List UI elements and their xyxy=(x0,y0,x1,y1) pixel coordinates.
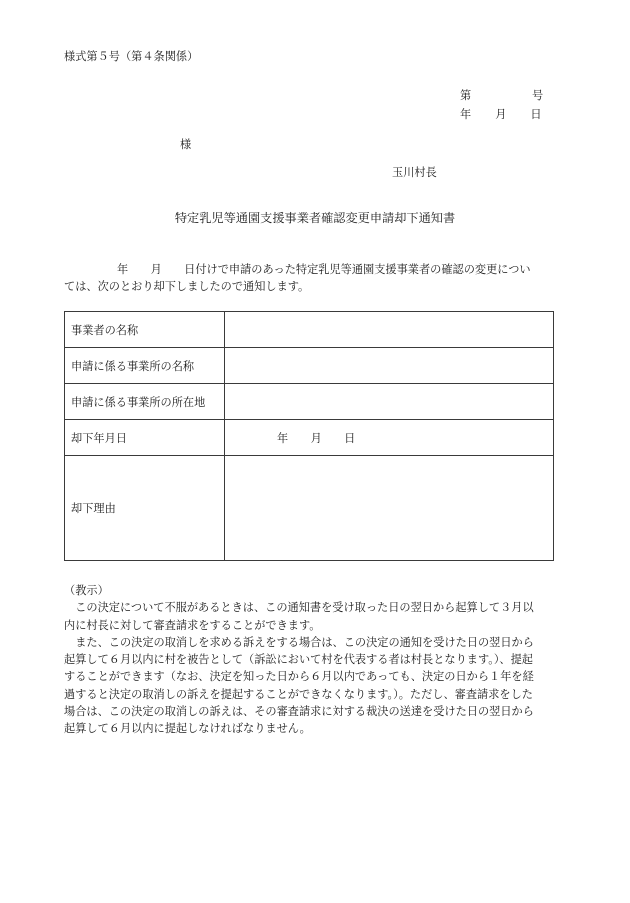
rejection-date-value: 年 月 日 xyxy=(225,420,554,456)
issue-date-year: 年 xyxy=(460,108,472,121)
addressee-suffix: 様 xyxy=(180,138,192,151)
facility-name-label: 申請に係る事業所の名称 xyxy=(65,348,225,384)
document-title: 特定乳児等通園支援事業者確認変更申請却下通知書 xyxy=(174,211,456,225)
issue-date-day: 日 xyxy=(530,108,542,121)
notice-line: 起算して６月以内に提起しなければなりません。 xyxy=(64,722,311,736)
business-name-label: 事業者の名称 xyxy=(65,312,225,348)
notice-line: 内に村長に対して審査請求をすることができます。 xyxy=(64,618,321,632)
rejection-reason-label: 却下理由 xyxy=(65,456,225,561)
detail-table xyxy=(64,311,554,561)
facility-address-label: 申請に係る事業所の所在地 xyxy=(65,384,225,420)
issue-date xyxy=(460,106,542,122)
table-row-rejection-date xyxy=(65,420,554,456)
intro-line-2: ては、次のとおり却下しましたので通知します。 xyxy=(64,280,310,293)
facility-name-value xyxy=(225,348,554,384)
notice-heading: （教示） xyxy=(64,584,109,597)
table-row-facility-address xyxy=(65,384,554,420)
form-number: 様式第５号（第４条関係） xyxy=(64,50,199,63)
notice-line: 起算して６月以内に村を被告として（訴訟において村を代表する者は村長となります。）、提起 xyxy=(64,653,533,667)
facility-address-value xyxy=(225,384,554,420)
table-row-business-name xyxy=(65,312,554,348)
table-row-facility-name xyxy=(65,348,554,384)
notice-line: 過すると決定の取消しの訴えを提起することができなくなります。）。ただし、審査請求をした xyxy=(64,687,533,701)
notice-line: することができます（なお、決定を知った日から６月以内であっても、決定の日から１年を経 xyxy=(64,670,534,684)
document-number-prefix: 第 xyxy=(460,89,472,102)
rejection-reason-value xyxy=(225,456,554,561)
rejection-date-label: 却下年月日 xyxy=(65,420,225,456)
issuer-name: 玉川村長 xyxy=(392,166,437,179)
business-name-value xyxy=(225,312,554,348)
notice-line: また、この決定の取消しを求める訴えをする場合は、この決定の通知を受けた日の翌日から xyxy=(64,635,534,649)
notice-line: この決定について不服があるときは、この通知書を受け取った日の翌日から起算して３月以 xyxy=(64,601,534,615)
instruction-notice xyxy=(64,582,560,738)
notice-line: 場合は、この決定の取消しの訴えは、その審査請求に対する裁決の送達を受けた日の翌日から xyxy=(64,705,534,719)
intro-paragraph xyxy=(64,261,558,295)
document-number-suffix: 号 xyxy=(532,89,544,102)
issue-date-month: 月 xyxy=(495,108,507,121)
table-row-rejection-reason xyxy=(65,456,554,561)
intro-line-1: 年 月 日付けで申請のあった特定乳児等通園支援事業者の確認の変更につい xyxy=(117,263,531,276)
